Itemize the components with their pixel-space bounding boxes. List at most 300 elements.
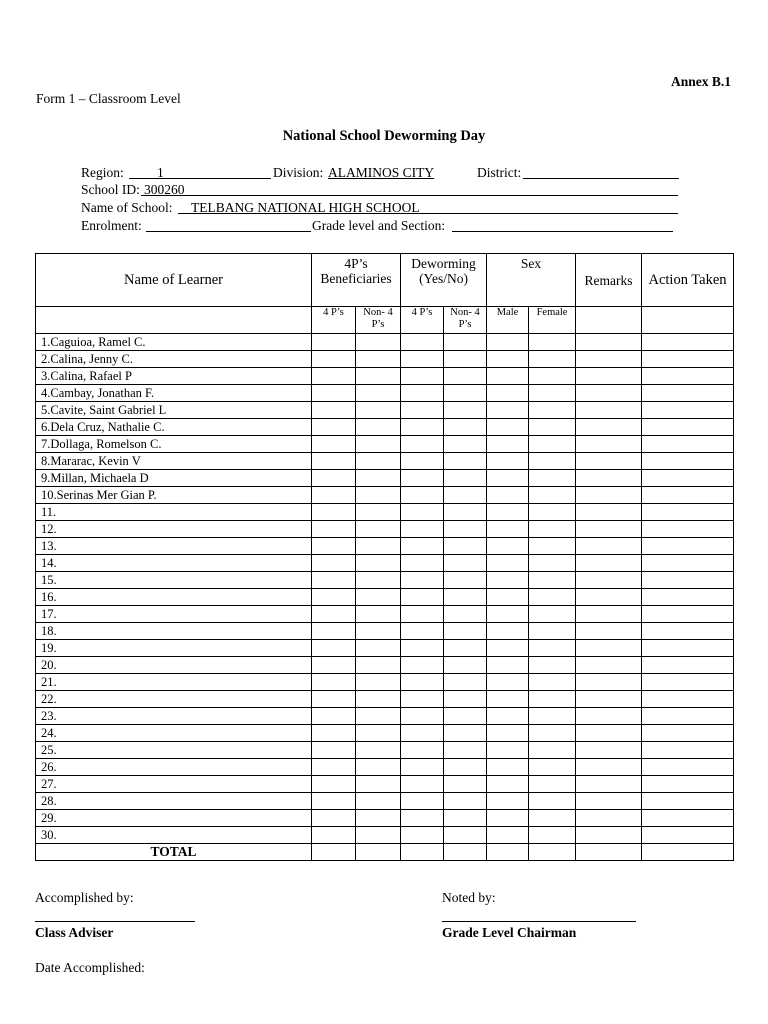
non-4ps-cell[interactable] [356,657,401,674]
deworming-non-4ps-cell[interactable] [444,606,487,623]
table-row [36,589,734,606]
grade-chairman-signature-line[interactable] [442,920,636,922]
female-cell[interactable] [529,725,576,742]
male-cell[interactable] [487,470,529,487]
table-row [36,776,734,793]
male-cell[interactable] [487,640,529,657]
4ps-cell[interactable] [312,691,356,708]
deworming-4ps-cell[interactable] [401,742,444,759]
remarks-cell[interactable] [576,657,642,674]
4ps-cell[interactable] [312,776,356,793]
deworming-4ps-cell[interactable] [401,385,444,402]
deworming-non-4ps-cell[interactable] [444,691,487,708]
deworming-non-4ps-cell[interactable] [444,742,487,759]
remarks-cell[interactable] [576,606,642,623]
4ps-cell[interactable] [312,623,356,640]
4ps-cell[interactable] [312,657,356,674]
deworming-4ps-cell[interactable] [401,708,444,725]
document-title: National School Deworming Day [282,128,486,144]
female-cell[interactable] [529,351,576,368]
male-cell[interactable] [487,538,529,555]
deworming-4ps-cell[interactable] [401,606,444,623]
female-cell[interactable] [529,436,576,453]
remarks-cell[interactable] [576,351,642,368]
deworming-4ps-cell[interactable] [401,504,444,521]
deworming-non-4ps-cell[interactable] [444,640,487,657]
4ps-cell[interactable] [312,453,356,470]
4ps-cell[interactable] [312,827,356,844]
non-4ps-cell[interactable] [356,827,401,844]
female-cell[interactable] [529,691,576,708]
male-cell[interactable] [487,759,529,776]
table-row [36,606,734,623]
remarks-cell[interactable] [576,555,642,572]
male-cell[interactable] [487,334,529,351]
female-cell[interactable] [529,759,576,776]
table-row [36,810,734,827]
non-4ps-cell[interactable] [356,793,401,810]
remarks-cell[interactable] [576,470,642,487]
4ps-cell[interactable] [312,538,356,555]
male-cell[interactable] [487,504,529,521]
male-cell[interactable] [487,810,529,827]
district-field[interactable] [523,164,679,179]
remarks-cell[interactable] [576,776,642,793]
4ps-cell[interactable] [312,334,356,351]
learner-name: 5.Cavite, Saint Gabriel L [36,402,312,419]
female-cell[interactable] [529,419,576,436]
female-cell[interactable] [529,827,576,844]
subheader-remarks-empty [576,307,642,334]
school-id-label: School ID: [81,182,140,197]
action-taken-cell[interactable] [642,640,734,657]
non-4ps-cell[interactable] [356,810,401,827]
male-cell[interactable] [487,827,529,844]
action-taken-cell[interactable] [642,453,734,470]
deworming-4ps-cell[interactable] [401,368,444,385]
male-cell[interactable] [487,623,529,640]
learner-name: 3.Calina, Rafael P [36,368,312,385]
action-taken-cell[interactable] [642,538,734,555]
deworming-non-4ps-cell[interactable] [444,453,487,470]
non-4ps-cell[interactable] [356,419,401,436]
action-taken-cell[interactable] [642,368,734,385]
division-value[interactable]: ALAMINOS CITY [328,165,435,180]
table-row [36,487,734,504]
deworming-4ps-cell[interactable] [401,334,444,351]
male-cell[interactable] [487,402,529,419]
male-cell[interactable] [487,453,529,470]
total-cell[interactable] [576,844,642,861]
deworming-non-4ps-cell[interactable] [444,623,487,640]
action-taken-cell[interactable] [642,504,734,521]
total-cell[interactable] [487,844,529,861]
non-4ps-cell[interactable] [356,691,401,708]
total-cell[interactable] [642,844,734,861]
female-cell[interactable] [529,521,576,538]
action-taken-cell[interactable] [642,351,734,368]
male-cell[interactable] [487,589,529,606]
learner-name: 14. [36,555,312,572]
male-cell[interactable] [487,657,529,674]
non-4ps-cell[interactable] [356,351,401,368]
non-4ps-cell[interactable] [356,402,401,419]
total-cell[interactable] [401,844,444,861]
table-row [36,657,734,674]
non-4ps-cell[interactable] [356,521,401,538]
action-taken-cell[interactable] [642,708,734,725]
action-taken-cell[interactable] [642,691,734,708]
deworming-4ps-cell[interactable] [401,827,444,844]
non-4ps-cell[interactable] [356,555,401,572]
table-row [36,640,734,657]
male-cell[interactable] [487,487,529,504]
deworming-4ps-cell[interactable] [401,691,444,708]
non-4ps-cell[interactable] [356,776,401,793]
male-cell[interactable] [487,436,529,453]
male-cell[interactable] [487,691,529,708]
learner-name: 15. [36,572,312,589]
4ps-cell[interactable] [312,351,356,368]
learner-name: 24. [36,725,312,742]
female-cell[interactable] [529,334,576,351]
header-deworming: Deworming (Yes/No) [401,254,487,307]
non-4ps-cell[interactable] [356,334,401,351]
deworming-4ps-cell[interactable] [401,759,444,776]
4ps-cell[interactable] [312,402,356,419]
deworming-non-4ps-cell[interactable] [444,368,487,385]
remarks-cell[interactable] [576,589,642,606]
deworming-4ps-cell[interactable] [401,589,444,606]
grade-chairman-label: Grade Level Chairman [442,925,577,940]
remarks-cell[interactable] [576,453,642,470]
non-4ps-cell[interactable] [356,589,401,606]
non-4ps-cell[interactable] [356,708,401,725]
4ps-cell[interactable] [312,606,356,623]
remarks-cell[interactable] [576,810,642,827]
female-cell[interactable] [529,572,576,589]
action-taken-cell[interactable] [642,725,734,742]
remarks-cell[interactable] [576,385,642,402]
deworming-non-4ps-cell[interactable] [444,555,487,572]
class-adviser-signature-line[interactable] [35,920,195,922]
remarks-cell[interactable] [576,487,642,504]
deworming-4ps-cell[interactable] [401,351,444,368]
deworming-non-4ps-cell[interactable] [444,589,487,606]
female-cell[interactable] [529,793,576,810]
4ps-cell[interactable] [312,589,356,606]
non-4ps-cell[interactable] [356,674,401,691]
remarks-cell[interactable] [576,725,642,742]
remarks-cell[interactable] [576,538,642,555]
region-field[interactable] [129,164,271,179]
remarks-cell[interactable] [576,674,642,691]
4ps-cell[interactable] [312,742,356,759]
action-taken-cell[interactable] [642,521,734,538]
4ps-cell[interactable] [312,708,356,725]
table-row [36,708,734,725]
deworming-4ps-cell[interactable] [401,487,444,504]
deworming-non-4ps-cell[interactable] [444,674,487,691]
table-row [36,368,734,385]
non-4ps-cell[interactable] [356,606,401,623]
female-cell[interactable] [529,640,576,657]
action-taken-cell[interactable] [642,334,734,351]
deworming-4ps-cell[interactable] [401,674,444,691]
table-row [36,470,734,487]
action-taken-cell[interactable] [642,759,734,776]
school-id-value: 300260 [144,182,185,197]
remarks-cell[interactable] [576,623,642,640]
deworming-non-4ps-cell[interactable] [444,793,487,810]
remarks-cell[interactable] [576,793,642,810]
total-cell[interactable] [529,844,576,861]
deworming-non-4ps-cell[interactable] [444,504,487,521]
deworming-non-4ps-cell[interactable] [444,419,487,436]
deworming-4ps-cell[interactable] [401,521,444,538]
remarks-cell[interactable] [576,827,642,844]
4ps-cell[interactable] [312,436,356,453]
remarks-cell[interactable] [576,402,642,419]
action-taken-cell[interactable] [642,810,734,827]
non-4ps-cell[interactable] [356,368,401,385]
non-4ps-cell[interactable] [356,623,401,640]
header-4ps-beneficiaries: 4P’s Beneficiaries [312,254,401,307]
non-4ps-cell[interactable] [356,725,401,742]
female-cell[interactable] [529,742,576,759]
enrolment-field[interactable] [146,217,311,232]
learner-name: 8.Mararac, Kevin V [36,453,312,470]
remarks-cell[interactable] [576,759,642,776]
female-cell[interactable] [529,368,576,385]
info-row-school-name [81,199,678,217]
remarks-cell[interactable] [576,708,642,725]
non-4ps-cell[interactable] [356,487,401,504]
female-cell[interactable] [529,776,576,793]
4ps-cell[interactable] [312,725,356,742]
subheader-male: Male [487,307,529,334]
deworming-non-4ps-cell[interactable] [444,725,487,742]
non-4ps-cell[interactable] [356,759,401,776]
4ps-cell[interactable] [312,504,356,521]
4ps-cell[interactable] [312,572,356,589]
female-cell[interactable] [529,674,576,691]
deworming-non-4ps-cell[interactable] [444,657,487,674]
subheader-action-empty [642,307,734,334]
deworming-4ps-cell[interactable] [401,776,444,793]
deworming-4ps-cell[interactable] [401,453,444,470]
male-cell[interactable] [487,674,529,691]
male-cell[interactable] [487,555,529,572]
grade-section-field[interactable] [452,217,673,232]
non-4ps-cell[interactable] [356,538,401,555]
action-taken-cell[interactable] [642,385,734,402]
female-cell[interactable] [529,657,576,674]
4ps-cell[interactable] [312,385,356,402]
remarks-cell[interactable] [576,521,642,538]
remarks-cell[interactable] [576,640,642,657]
deworming-non-4ps-cell[interactable] [444,351,487,368]
action-taken-cell[interactable] [642,589,734,606]
deworming-non-4ps-cell[interactable] [444,810,487,827]
4ps-cell[interactable] [312,555,356,572]
deworming-4ps-cell[interactable] [401,657,444,674]
4ps-cell[interactable] [312,419,356,436]
deworming-non-4ps-cell[interactable] [444,776,487,793]
action-taken-cell[interactable] [642,793,734,810]
non-4ps-cell[interactable] [356,504,401,521]
non-4ps-cell[interactable] [356,742,401,759]
male-cell[interactable] [487,725,529,742]
deworming-4ps-cell[interactable] [401,538,444,555]
noted-by-label: Noted by: [442,890,496,905]
learner-name: 7.Dollaga, Romelson C. [36,436,312,453]
female-cell[interactable] [529,385,576,402]
deworming-non-4ps-cell[interactable] [444,334,487,351]
action-taken-cell[interactable] [642,572,734,589]
deworming-non-4ps-cell[interactable] [444,436,487,453]
table-row [36,742,734,759]
total-cell[interactable] [444,844,487,861]
deworming-4ps-cell[interactable] [401,470,444,487]
deworming-4ps-cell[interactable] [401,555,444,572]
male-cell[interactable] [487,385,529,402]
action-taken-cell[interactable] [642,776,734,793]
action-taken-cell[interactable] [642,606,734,623]
action-taken-cell[interactable] [642,402,734,419]
remarks-cell[interactable] [576,419,642,436]
male-cell[interactable] [487,708,529,725]
non-4ps-cell[interactable] [356,436,401,453]
deworming-4ps-cell[interactable] [401,725,444,742]
learner-name: 29. [36,810,312,827]
male-cell[interactable] [487,351,529,368]
school-id-field[interactable] [141,181,678,196]
female-cell[interactable] [529,487,576,504]
learner-name: 19. [36,640,312,657]
deworming-non-4ps-cell[interactable] [444,521,487,538]
deworming-4ps-cell[interactable] [401,436,444,453]
action-taken-cell[interactable] [642,742,734,759]
deworming-4ps-cell[interactable] [401,402,444,419]
4ps-cell[interactable] [312,759,356,776]
deworming-4ps-cell[interactable] [401,640,444,657]
remarks-cell[interactable] [576,504,642,521]
female-cell[interactable] [529,504,576,521]
4ps-cell[interactable] [312,793,356,810]
learner-name: 6.Dela Cruz, Nathalie C. [36,419,312,436]
remarks-cell[interactable] [576,572,642,589]
learner-name: 2.Calina, Jenny C. [36,351,312,368]
action-taken-cell[interactable] [642,555,734,572]
female-cell[interactable] [529,708,576,725]
4ps-cell[interactable] [312,487,356,504]
female-cell[interactable] [529,589,576,606]
total-cell[interactable] [356,844,401,861]
action-taken-cell[interactable] [642,487,734,504]
male-cell[interactable] [487,776,529,793]
deworming-non-4ps-cell[interactable] [444,538,487,555]
deworming-4ps-cell[interactable] [401,572,444,589]
deworming-non-4ps-cell[interactable] [444,759,487,776]
deworming-4ps-cell[interactable] [401,623,444,640]
remarks-cell[interactable] [576,436,642,453]
total-cell[interactable] [312,844,356,861]
deworming-4ps-cell[interactable] [401,810,444,827]
grade-section-label: Grade level and Section: [312,218,446,233]
female-cell[interactable] [529,606,576,623]
action-taken-cell[interactable] [642,436,734,453]
non-4ps-cell[interactable] [356,385,401,402]
male-cell[interactable] [487,419,529,436]
action-taken-cell[interactable] [642,657,734,674]
non-4ps-cell[interactable] [356,453,401,470]
4ps-cell[interactable] [312,521,356,538]
remarks-cell[interactable] [576,691,642,708]
deworming-non-4ps-cell[interactable] [444,827,487,844]
action-taken-cell[interactable] [642,623,734,640]
male-cell[interactable] [487,368,529,385]
4ps-cell[interactable] [312,640,356,657]
female-cell[interactable] [529,470,576,487]
header-name-sub-empty [36,307,312,334]
4ps-cell[interactable] [312,674,356,691]
4ps-cell[interactable] [312,368,356,385]
male-cell[interactable] [487,793,529,810]
female-cell[interactable] [529,538,576,555]
annex-label: Annex B.1 [671,74,732,89]
action-taken-cell[interactable] [642,674,734,691]
female-cell[interactable] [529,402,576,419]
accomplished-by-label: Accomplished by: [35,890,134,905]
remarks-cell[interactable] [576,368,642,385]
male-cell[interactable] [487,606,529,623]
remarks-cell[interactable] [576,334,642,351]
remarks-cell[interactable] [576,742,642,759]
male-cell[interactable] [487,521,529,538]
action-taken-cell[interactable] [642,470,734,487]
4ps-cell[interactable] [312,470,356,487]
non-4ps-cell[interactable] [356,470,401,487]
deworming-non-4ps-cell[interactable] [444,708,487,725]
female-cell[interactable] [529,453,576,470]
table-row [36,725,734,742]
deworming-non-4ps-cell[interactable] [444,402,487,419]
non-4ps-cell[interactable] [356,572,401,589]
subheader-female: Female [529,307,576,334]
female-cell[interactable] [529,555,576,572]
non-4ps-cell[interactable] [356,640,401,657]
region-label: Region: [81,165,124,180]
action-taken-cell[interactable] [642,827,734,844]
deworming-non-4ps-cell[interactable] [444,385,487,402]
table-row [36,334,734,351]
deworming-non-4ps-cell[interactable] [444,487,487,504]
female-cell[interactable] [529,623,576,640]
learner-name: 30. [36,827,312,844]
action-taken-cell[interactable] [642,419,734,436]
deworming-4ps-cell[interactable] [401,793,444,810]
subheader-4ps: 4 P’s [312,307,356,334]
deworming-non-4ps-cell[interactable] [444,470,487,487]
deworming-non-4ps-cell[interactable] [444,572,487,589]
deworming-4ps-cell[interactable] [401,419,444,436]
male-cell[interactable] [487,742,529,759]
male-cell[interactable] [487,572,529,589]
female-cell[interactable] [529,810,576,827]
4ps-cell[interactable] [312,810,356,827]
enrolment-label: Enrolment: [81,218,142,233]
